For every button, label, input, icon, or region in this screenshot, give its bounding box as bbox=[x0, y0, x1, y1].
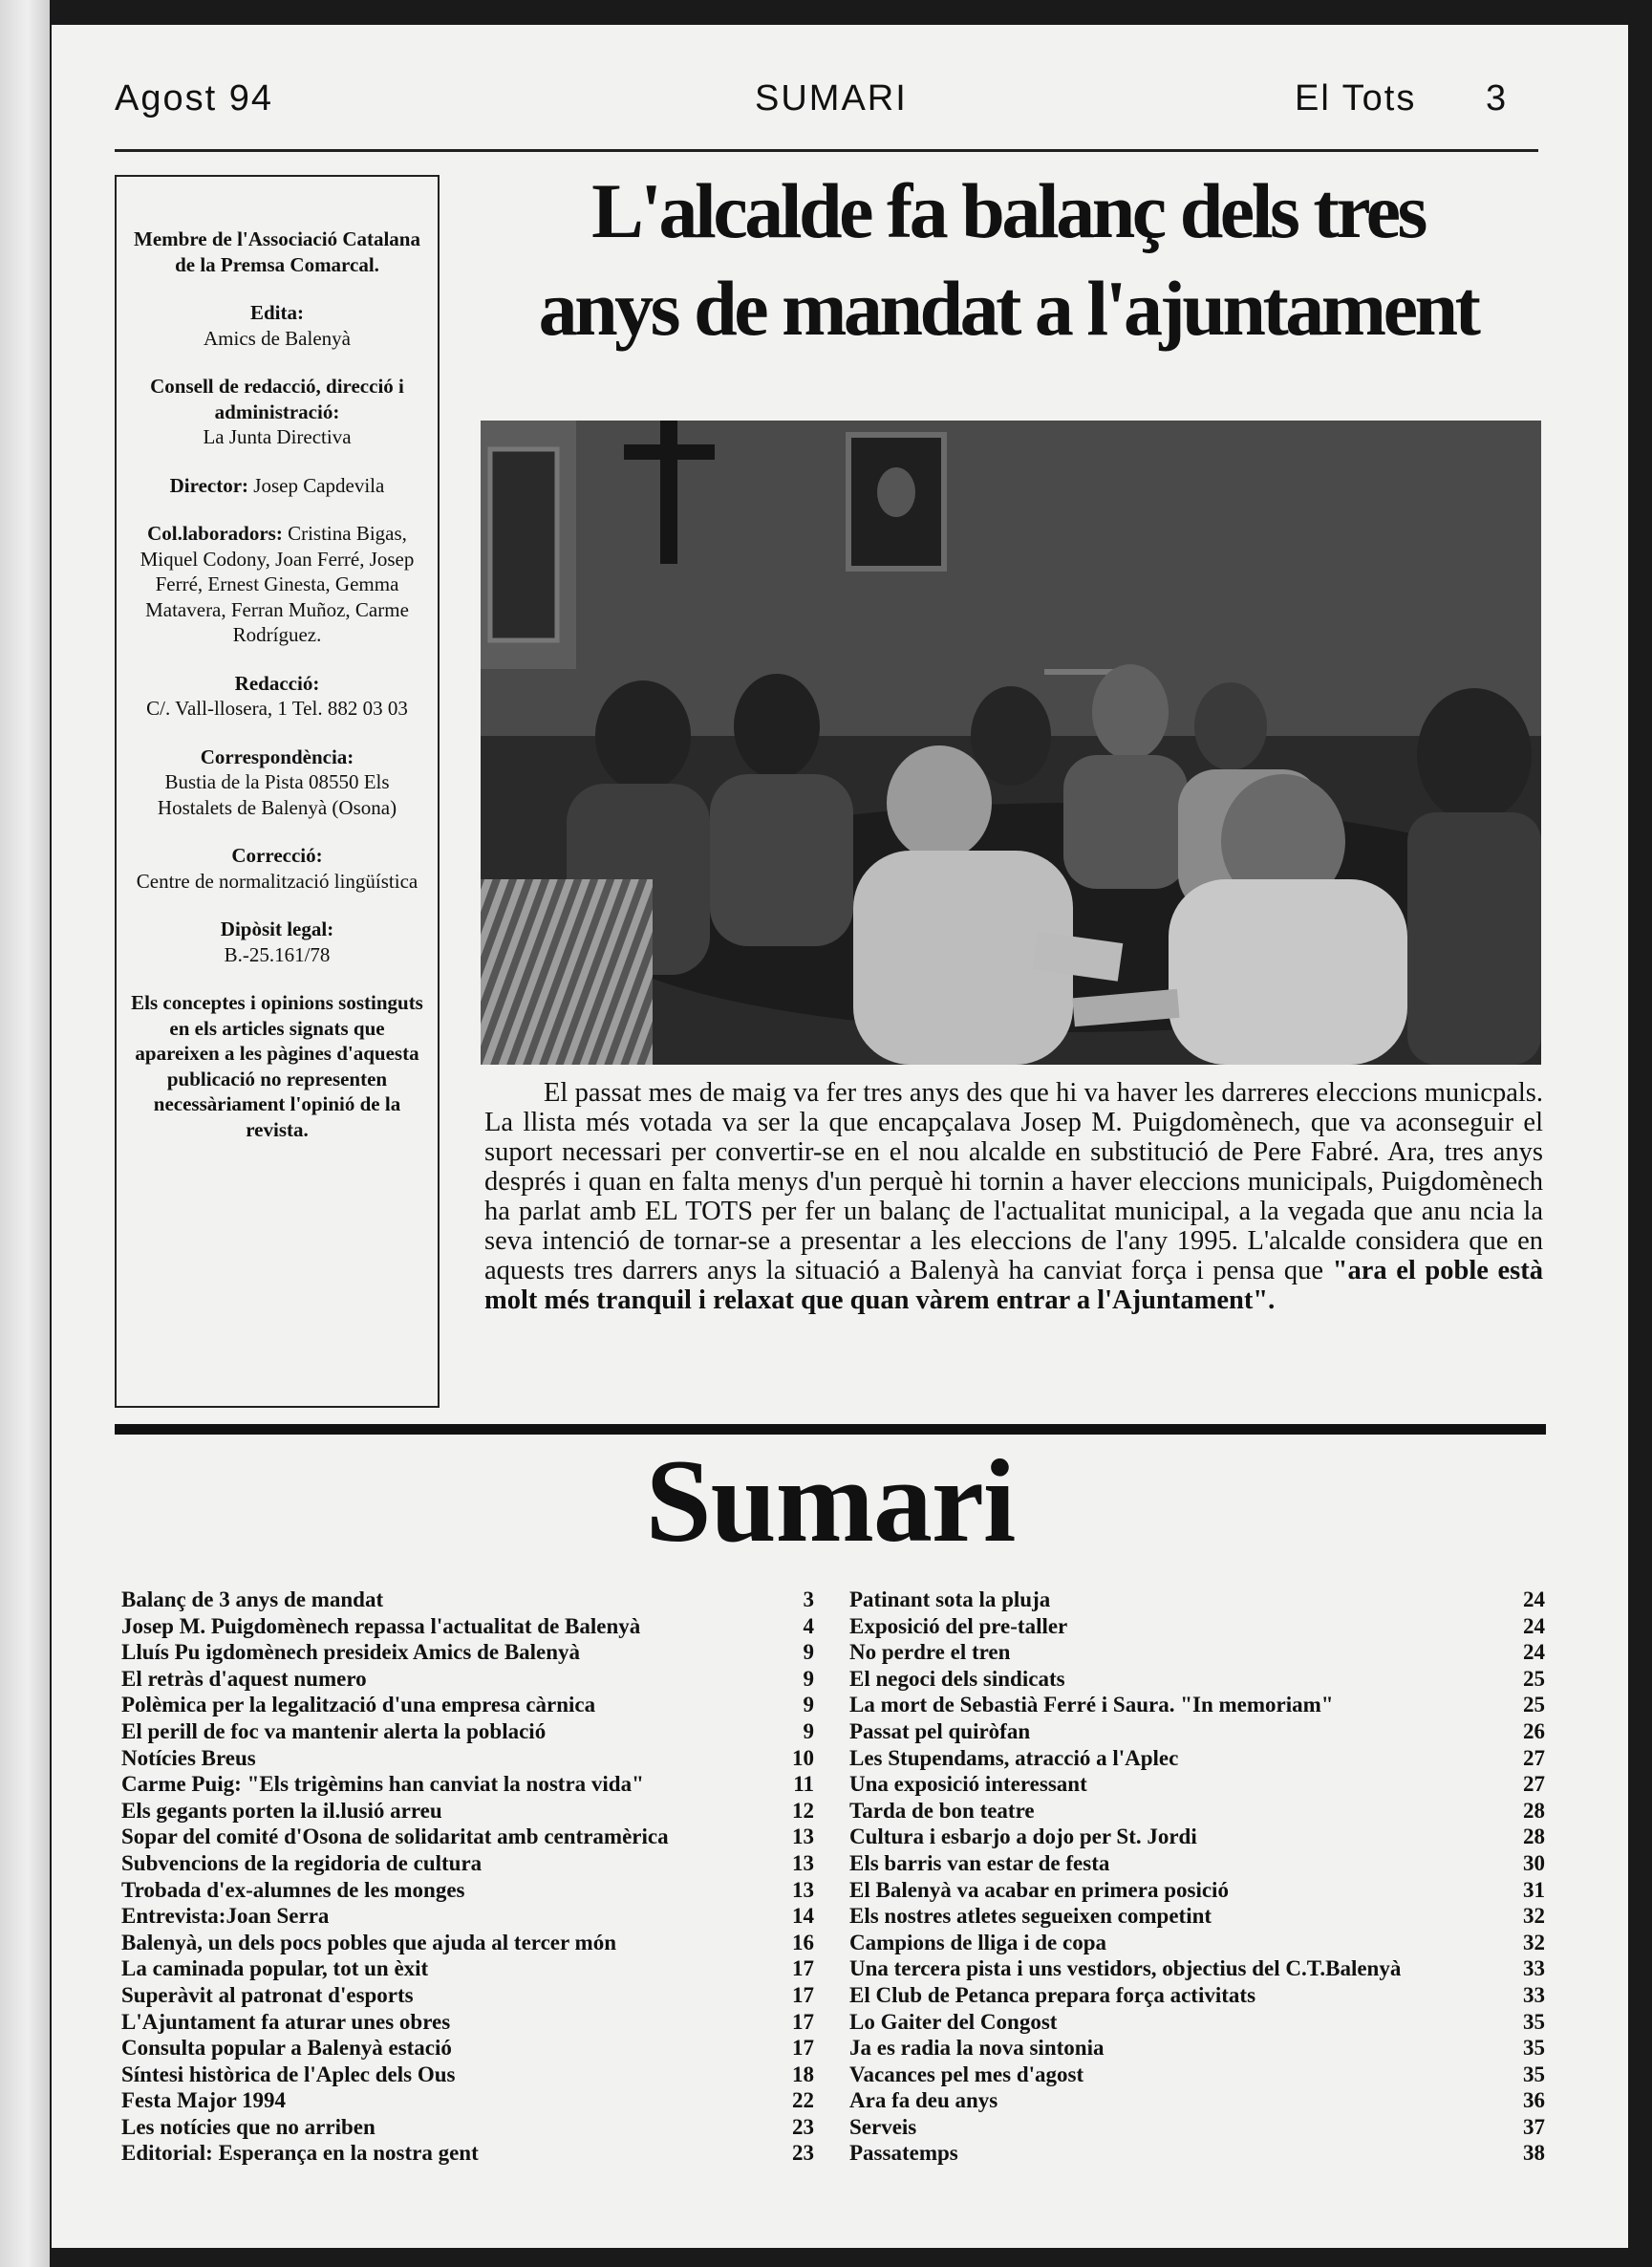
header-rule bbox=[115, 149, 1538, 152]
masthead-entry bbox=[130, 521, 424, 648]
toc-entry-page: 17 bbox=[792, 1982, 814, 2007]
toc-entry bbox=[121, 2009, 814, 2036]
toc-entry-title: La caminada popular, tot un èxit bbox=[121, 1956, 429, 1981]
headline-line-2: anys de mandat a l'ajuntament bbox=[538, 265, 1478, 352]
sumari-title: Sumari bbox=[645, 1436, 1016, 1566]
toc-entry bbox=[849, 1877, 1545, 1904]
toc-entry-page: 36 bbox=[1523, 2088, 1545, 2113]
toc-entry-page: 30 bbox=[1523, 1850, 1545, 1875]
toc-entry bbox=[121, 1745, 814, 1772]
toc-entry-title: El retràs d'aquest numero bbox=[121, 1666, 367, 1691]
toc-entry bbox=[849, 2140, 1545, 2167]
toc-entry bbox=[121, 1824, 814, 1850]
toc-entry-page: 16 bbox=[792, 1930, 814, 1954]
toc-entry bbox=[849, 1771, 1545, 1798]
toc-entry-title: Les notícies que no arriben bbox=[121, 2114, 375, 2139]
header-publication: El Tots bbox=[1295, 78, 1417, 119]
toc-entry-title: El Club de Petanca prepara força activitats bbox=[849, 1982, 1256, 2007]
toc-entry-title: Polèmica per la legalització d'una empresa càrnica bbox=[121, 1693, 596, 1717]
masthead-value: Amics de Balenyà bbox=[204, 326, 351, 350]
toc-entry-page: 24 bbox=[1523, 1613, 1545, 1638]
toc-entry-page: 35 bbox=[1523, 2062, 1545, 2086]
toc-entry-page: 25 bbox=[1523, 1693, 1545, 1717]
toc-entry-page: 38 bbox=[1523, 2141, 1545, 2166]
masthead-label: Consell de redacció, direcció i administració: bbox=[150, 375, 404, 423]
toc-entry bbox=[121, 1798, 814, 1824]
toc-entry bbox=[849, 1692, 1545, 1718]
toc-entry-page: 26 bbox=[1523, 1718, 1545, 1743]
toc-entry bbox=[121, 2087, 814, 2114]
toc-entry-page: 35 bbox=[1523, 2036, 1545, 2061]
article-quote: "ara el poble està molt més tranquil i relaxat que quan vàrem entrar a l'Ajuntament". bbox=[484, 1256, 1543, 1315]
article-lead bbox=[484, 1078, 1543, 1315]
toc-entry-page: 25 bbox=[1523, 1666, 1545, 1691]
toc-entry bbox=[849, 1982, 1545, 2009]
toc-entry-page: 33 bbox=[1523, 1982, 1545, 2007]
toc-entry bbox=[121, 1930, 814, 1956]
meeting-photo-illustration bbox=[481, 421, 1541, 1065]
toc-entry-title: Vacances pel mes d'agost bbox=[849, 2062, 1084, 2086]
toc-entry bbox=[121, 1982, 814, 2009]
toc-entry-page: 33 bbox=[1523, 1956, 1545, 1981]
toc-entry-page: 12 bbox=[792, 1798, 814, 1823]
toc-entry bbox=[849, 2114, 1545, 2141]
toc-entry-title: Serveis bbox=[849, 2114, 917, 2139]
toc-entry-page: 35 bbox=[1523, 2009, 1545, 2034]
masthead-label: Director: bbox=[169, 473, 249, 497]
toc-entry-title: El negoci dels sindicats bbox=[849, 1666, 1065, 1691]
toc-entry bbox=[849, 1850, 1545, 1877]
toc-entry-page: 13 bbox=[792, 1824, 814, 1849]
toc-entry bbox=[121, 2114, 814, 2141]
masthead-label: Els conceptes i opinions sostinguts en els articles signats que apareixen a les pàgines d'aquesta publicació no representen necessàriament l'opinió de la revista. bbox=[131, 991, 423, 1141]
masthead-entry bbox=[130, 473, 424, 499]
toc-entry-title: Lluís Pu igdomènech presideix Amics de Balenyà bbox=[121, 1640, 581, 1665]
toc-entry-title: La mort de Sebastià Ferré i Saura. "In memoriam" bbox=[849, 1693, 1334, 1717]
toc-entry-title: Les Stupendams, atracció a l'Aplec bbox=[849, 1745, 1179, 1770]
toc-entry-title: Patinant sota la pluja bbox=[849, 1587, 1051, 1611]
toc-entry-title: Els nostres atletes segueixen competint bbox=[849, 1904, 1212, 1929]
toc-entry bbox=[849, 2009, 1545, 2036]
masthead-value: Bustia de la Pista 08550 Els Hostalets de Balenyà (Osona) bbox=[157, 770, 397, 819]
masthead-label: Edita: bbox=[249, 301, 304, 324]
toc-entry-page: 9 bbox=[803, 1718, 814, 1743]
toc-entry-page: 9 bbox=[803, 1693, 814, 1717]
toc-entry-title: Notícies Breus bbox=[121, 1745, 256, 1770]
toc-entry-title: Balenyà, un dels pocs pobles que ajuda al tercer món bbox=[121, 1930, 616, 1954]
toc-left-column bbox=[121, 1587, 814, 2167]
toc-entry-title: Lo Gaiter del Congost bbox=[849, 2009, 1058, 2034]
header-page-number: 3 bbox=[1486, 78, 1509, 119]
masthead-label: Col.laboradors: bbox=[147, 522, 283, 545]
article-headline bbox=[478, 162, 1538, 357]
masthead-entry bbox=[130, 843, 424, 894]
toc-entry-title: Sopar del comité d'Osona de solidaritat amb centramèrica bbox=[121, 1824, 669, 1849]
toc-entry-page: 28 bbox=[1523, 1824, 1545, 1849]
toc-entry-title: Cultura i esbarjo a dojo per St. Jordi bbox=[849, 1824, 1197, 1849]
toc-entry-title: Els gegants porten la il.lusió arreu bbox=[121, 1798, 442, 1823]
toc-entry-page: 24 bbox=[1523, 1640, 1545, 1665]
toc-entry bbox=[849, 1639, 1545, 1666]
toc-entry bbox=[121, 1613, 814, 1640]
toc-entry-title: Tarda de bon teatre bbox=[849, 1798, 1035, 1823]
toc-entry-page: 3 bbox=[803, 1587, 814, 1611]
toc-entry-page: 17 bbox=[792, 2009, 814, 2034]
toc-entry-page: 28 bbox=[1523, 1798, 1545, 1823]
toc-entry-title: Festa Major 1994 bbox=[121, 2088, 287, 2113]
toc-entry-page: 24 bbox=[1523, 1587, 1545, 1611]
toc-entry bbox=[849, 1587, 1545, 1613]
toc-entry-page: 31 bbox=[1523, 1877, 1545, 1902]
toc-entry-page: 4 bbox=[803, 1613, 814, 1638]
toc-entry-page: 18 bbox=[792, 2062, 814, 2086]
toc-entry-page: 13 bbox=[792, 1850, 814, 1875]
masthead-label: Correspondència: bbox=[200, 745, 354, 768]
toc-entry-title: Passatemps bbox=[849, 2141, 958, 2166]
toc-entry-title: Entrevista:Joan Serra bbox=[121, 1904, 330, 1929]
masthead-entry bbox=[130, 990, 424, 1142]
toc-entry-page: 32 bbox=[1523, 1930, 1545, 1954]
masthead-entry bbox=[130, 671, 424, 722]
toc-entry-title: Ara fa deu anys bbox=[849, 2088, 998, 2113]
toc-entry bbox=[121, 1877, 814, 1904]
toc-entry-title: Consulta popular a Balenyà estació bbox=[121, 2036, 452, 2061]
toc-entry-page: 11 bbox=[793, 1772, 814, 1797]
toc-entry bbox=[121, 1718, 814, 1745]
masthead-value: C/. Vall-llosera, 1 Tel. 882 03 03 bbox=[146, 697, 408, 720]
toc-entry-title: Una exposició interessant bbox=[849, 1772, 1087, 1797]
toc-entry-title: Exposició del pre-taller bbox=[849, 1613, 1068, 1638]
toc-entry-title: El perill de foc va mantenir alerta la població bbox=[121, 1718, 547, 1743]
masthead-entry bbox=[130, 374, 424, 450]
toc-entry-page: 17 bbox=[792, 1956, 814, 1981]
masthead-value: B.-25.161/78 bbox=[224, 942, 331, 966]
masthead-entry bbox=[130, 300, 424, 351]
toc-entry-title: El Balenyà va acabar en primera posició bbox=[849, 1877, 1229, 1902]
masthead-label: Correcció: bbox=[231, 844, 323, 867]
toc-entry-page: 23 bbox=[792, 2114, 814, 2139]
toc-entry-title: Els barris van estar de festa bbox=[849, 1850, 1110, 1875]
toc-entry bbox=[121, 1850, 814, 1877]
toc-entry-page: 17 bbox=[792, 2036, 814, 2061]
toc-entry bbox=[849, 1613, 1545, 1640]
binding-spine bbox=[0, 0, 50, 2267]
toc-entry-title: Ja es radia la nova sintonia bbox=[849, 2036, 1105, 2061]
toc-right-column bbox=[849, 1587, 1545, 2167]
toc-entry bbox=[121, 1771, 814, 1798]
masthead-value: Cristina Bigas, Miquel Codony, Joan Ferré, Josep Ferré, Ernest Ginesta, Gemma Matavera, Ferran Muñoz, Carme Rodríguez. bbox=[139, 522, 415, 646]
toc-entry bbox=[849, 1955, 1545, 1982]
toc-entry-title: L'Ajuntament fa aturar unes obres bbox=[121, 2009, 451, 2034]
toc-entry bbox=[121, 1903, 814, 1930]
toc-entry bbox=[121, 1587, 814, 1613]
toc-entry bbox=[121, 1639, 814, 1666]
toc-entry bbox=[121, 2062, 814, 2088]
toc-entry bbox=[121, 1666, 814, 1693]
toc-entry-title: Superàvit al patronat d'esports bbox=[121, 1982, 414, 2007]
masthead-label: Dipòsit legal: bbox=[220, 918, 334, 940]
toc-entry-page: 9 bbox=[803, 1640, 814, 1665]
toc-entry-title: Una tercera pista i uns vestidors, objectius del C.T.Balenyà bbox=[849, 1956, 1402, 1981]
toc-entry-page: 23 bbox=[792, 2141, 814, 2166]
masthead-value: La Junta Directiva bbox=[203, 425, 352, 448]
toc-entry bbox=[849, 1930, 1545, 1956]
toc-entry-title: No perdre el tren bbox=[849, 1640, 1011, 1665]
headline-line-1: L'alcalde fa balanç dels tres bbox=[591, 167, 1425, 254]
toc-entry bbox=[849, 2087, 1545, 2114]
toc-entry-title: Balanç de 3 anys de mandat bbox=[121, 1587, 384, 1611]
toc-entry-title: Josep M. Puigdomènech repassa l'actualitat de Balenyà bbox=[121, 1613, 641, 1638]
header-date: Agost 94 bbox=[115, 78, 273, 119]
toc-entry bbox=[849, 1903, 1545, 1930]
toc-entry-title: Trobada d'ex-alumnes de les monges bbox=[121, 1877, 465, 1902]
toc-entry bbox=[849, 1718, 1545, 1745]
toc-entry-title: Campions de lliga i de copa bbox=[849, 1930, 1107, 1954]
toc-entry-page: 32 bbox=[1523, 1904, 1545, 1929]
toc-entry bbox=[849, 2035, 1545, 2062]
toc-entry-title: Editorial: Esperança en la nostra gent bbox=[121, 2141, 479, 2166]
toc-entry-page: 9 bbox=[803, 1666, 814, 1691]
toc-entry-title: Passat pel quiròfan bbox=[849, 1718, 1031, 1743]
toc-entry-page: 10 bbox=[792, 1745, 814, 1770]
toc-entry-title: Síntesi històrica de l'Aplec dels Ous bbox=[121, 2062, 456, 2086]
toc-entry-page: 22 bbox=[792, 2088, 814, 2113]
toc-entry bbox=[849, 1745, 1545, 1772]
masthead-label: Redacció: bbox=[234, 671, 320, 695]
article-body: El passat mes de maig va fer tres anys des que hi va haver les darreres eleccions municpals. La llista més votada va ser la que encapçalava Josep M. Puigdomènech, que va aconseguir el suport necessari per convertir-se en el nou alcalde en substitució de Pere Fabré. Ara, tres anys després i quan en falta menys d'un perquè hi tornin a haver eleccions municipals, Puigdomènech ha parlat amb EL TOTS per fer un balanç de l'actualitat municipal, a la vegada que anu ncia la seva intenció de tornar-se a presentar a les eleccions de l'any 1995. L'alcalde considera que en aquests tres darrers anys la situació a Balenyà ha canviat força i pensa que bbox=[484, 1078, 1543, 1285]
toc-entry bbox=[121, 1955, 814, 1982]
header-section: SUMARI bbox=[755, 78, 908, 119]
toc-entry bbox=[121, 2035, 814, 2062]
toc-entry-page: 27 bbox=[1523, 1745, 1545, 1770]
masthead-box bbox=[115, 175, 440, 1408]
toc-entry bbox=[121, 2140, 814, 2167]
masthead-entry bbox=[130, 745, 424, 821]
masthead-entry bbox=[130, 227, 424, 277]
masthead-label: Membre de l'Associació Catalana de la Premsa Comarcal. bbox=[134, 227, 420, 276]
toc-entry bbox=[849, 1798, 1545, 1824]
toc-entry-title: Subvencions de la regidoria de cultura bbox=[121, 1850, 483, 1875]
masthead-entry bbox=[130, 917, 424, 967]
toc-entry-page: 13 bbox=[792, 1877, 814, 1902]
masthead-value: Centre de normalització lingüística bbox=[136, 869, 418, 893]
toc-entry-page: 14 bbox=[792, 1904, 814, 1929]
toc-entry-page: 27 bbox=[1523, 1772, 1545, 1797]
toc-entry-title: Carme Puig: "Els trigèmins han canviat la nostra vida" bbox=[121, 1772, 644, 1797]
toc-entry bbox=[849, 1666, 1545, 1693]
toc-entry-page: 37 bbox=[1523, 2114, 1545, 2139]
masthead-value: Josep Capdevila bbox=[253, 473, 385, 497]
meeting-photo bbox=[481, 421, 1541, 1065]
toc-entry bbox=[121, 1692, 814, 1718]
toc-entry bbox=[849, 1824, 1545, 1850]
toc-entry bbox=[849, 2062, 1545, 2088]
